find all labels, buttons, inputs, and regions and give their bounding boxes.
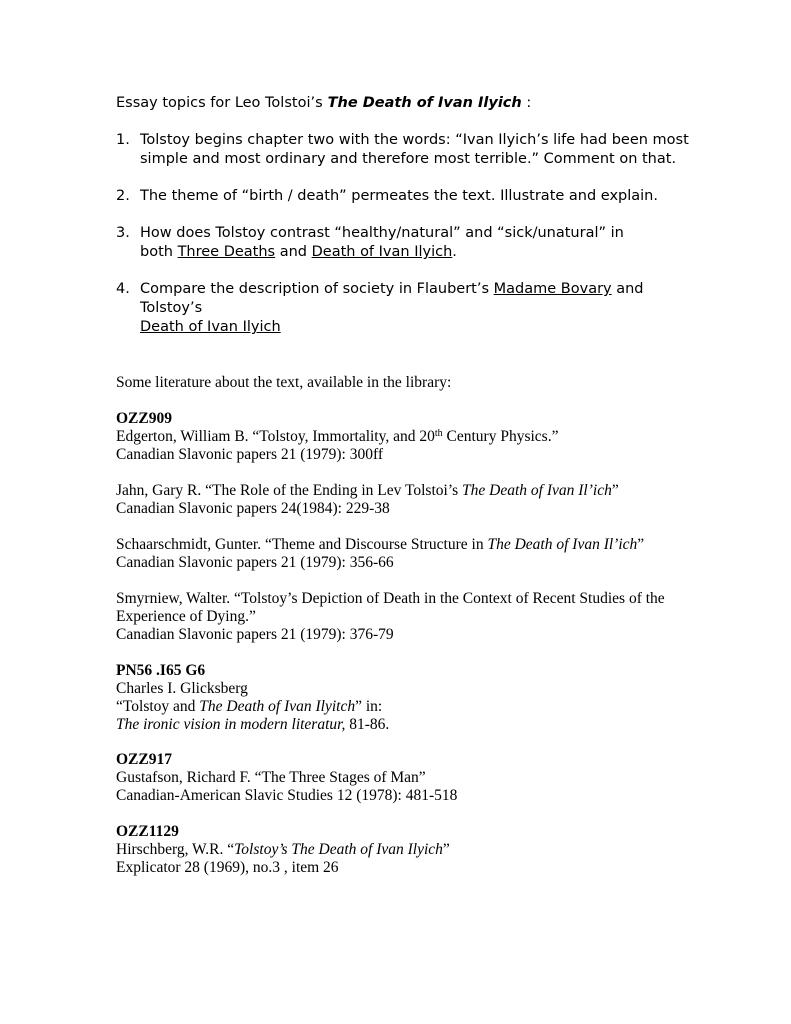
- title-three-deaths: Three Deaths: [177, 244, 276, 260]
- group-ozz909: [116, 410, 706, 464]
- topic-number: 3.: [116, 225, 130, 241]
- reference-jahn: Jahn, Gary R. “The Role of the Ending in Lev Tolstoi’s The Death of Ivan Il’ich” Canadian Slavonic papers 24(1984): 229-38: [116, 482, 706, 518]
- call-number: PN56 .I65 G6: [116, 662, 206, 679]
- reference-source: Canadian Slavonic papers 21 (1979): 300ff: [116, 446, 384, 463]
- topic-text: How does Tolstoy contrast “healthy/natural” and “sick/unatural” in both Three Deaths and Death of Ivan Ilyich.: [140, 225, 624, 260]
- call-number: OZZ1129: [116, 823, 179, 840]
- topic-text: Tolstoy begins chapter two with the words: “Ivan Ilyich’s life had been most simple and most ordinary and therefore most terrible.” Comment on that.: [140, 132, 689, 167]
- call-number: OZZ909: [116, 410, 172, 427]
- title-prefix: Essay topics for Leo Tolstoi’s: [116, 95, 323, 111]
- call-number: OZZ917: [116, 751, 172, 768]
- topic-text: The theme of “birth / death” permeates the text. Illustrate and explain.: [140, 188, 658, 204]
- reference-source: Canadian Slavonic papers 21 (1979): 376-79: [116, 626, 394, 643]
- topic-3: [116, 224, 656, 262]
- group-ozz917: OZZ917 Gustafson, Richard F. “The Three Stages of Man” Canadian-American Slavic Studies 12 (1978): 481-518: [116, 751, 706, 805]
- title-death-of-ivan-ilyich: Death of Ivan Ilyich: [311, 244, 453, 260]
- reference-smyrniew: Smyrniew, Walter. “Tolstoy’s Depiction of Death in the Context of Recent Studies of the Experience of Dying.” Canadian Slavonic papers 21 (1979): 376-79: [116, 590, 706, 644]
- reference-source: Canadian Slavonic papers 21 (1979): 356-66: [116, 554, 394, 571]
- reference-schaarschmidt: Schaarschmidt, Gunter. “Theme and Discourse Structure in The Death of Ivan Il’ich” Canadian Slavonic papers 21 (1979): 356-66: [116, 536, 706, 572]
- topic-1: [116, 131, 696, 169]
- group-ozz1129: OZZ1129 Hirschberg, W.R. “Tolstoy’s The Death of Ivan Ilyich” Explicator 28 (1969), no.3 , item 26: [116, 823, 706, 877]
- reference-source: Canadian-American Slavic Studies 12 (1978): 481-518: [116, 787, 458, 804]
- group-pn56: PN56 .I65 G6 Charles I. Glicksberg “Tolstoy and The Death of Ivan Ilyitch” in: The ironic vision in modern literatur, 81-86.: [116, 662, 706, 734]
- title-madame-bovary: Madame Bovary: [493, 281, 612, 297]
- topic-text: Compare the description of society in Flaubert’s Madame Bovary and Tolstoy’s Death of Ivan Ilyich: [140, 281, 644, 335]
- title-book: The Death of Ivan Ilyich: [327, 95, 522, 111]
- topic-4: [116, 280, 696, 337]
- reference-source: Canadian Slavonic papers 24(1984): 229-38: [116, 500, 390, 517]
- title-death-of-ivan-ilyich: Death of Ivan Ilyich: [140, 319, 281, 335]
- reference-edgerton: Edgerton, William B. “Tolstoy, Immortality, and 20th Century Physics.”: [116, 428, 559, 445]
- reference-source: Explicator 28 (1969), no.3 , item 26: [116, 859, 339, 876]
- reference-author: Charles I. Glicksberg: [116, 680, 248, 697]
- title-suffix: :: [521, 95, 532, 111]
- topic-number: 4.: [116, 281, 130, 297]
- literature-intro: Some literature about the text, available in the library:: [116, 374, 452, 391]
- topic-number: 1.: [116, 132, 130, 148]
- page-title: [116, 94, 531, 113]
- topic-2: [116, 187, 696, 206]
- topic-number: 2.: [116, 188, 130, 204]
